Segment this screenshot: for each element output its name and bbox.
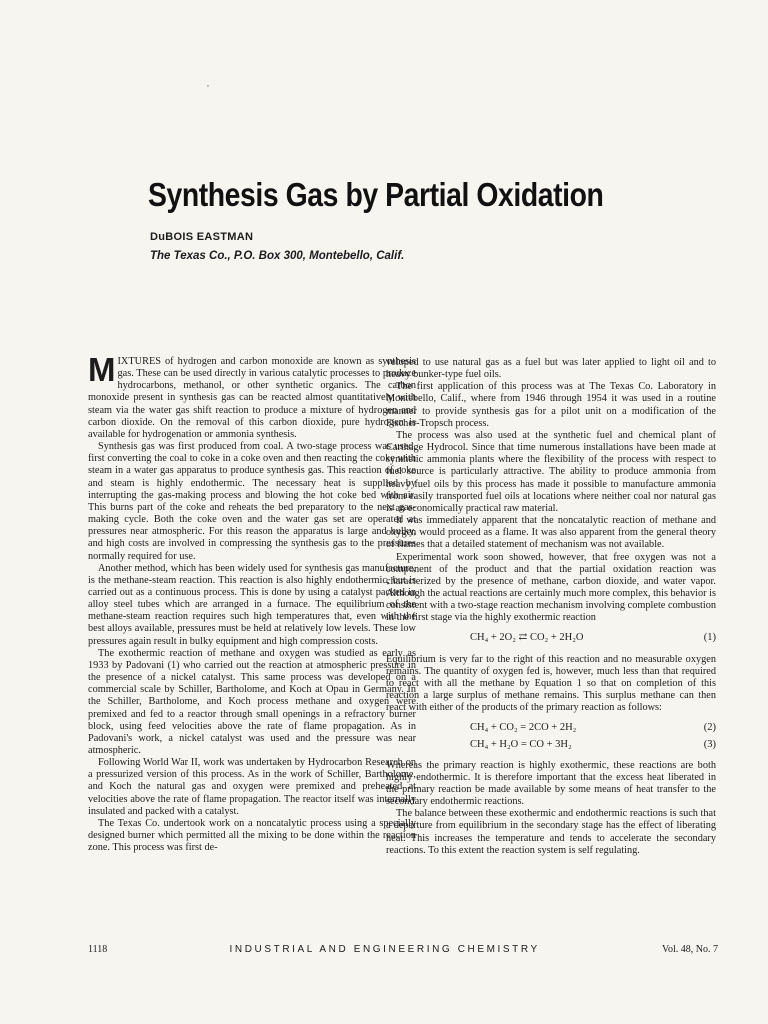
paragraph: Whereas the primary reaction is highly exothermic, these reactions are both highly endothermic. It is therefore important that the excess heat liberated in the primary reaction be made available by some means of heat transfer to the secondary endothermic reactions. xyxy=(386,759,716,808)
volume-issue: Vol. 48, No. 7 xyxy=(662,944,718,955)
left-column xyxy=(88,351,416,854)
journal-name: INDUSTRIAL AND ENGINEERING CHEMISTRY xyxy=(229,944,540,955)
paragraph: The first application of this process was at The Texas Co. Laboratory in Montebello, Calif., where from 1946 through 1954 it was used in a routine manner to provide synthesis gas for a pilot unit on a modification of the Fischer-Tropsch process. xyxy=(386,381,716,429)
paragraph: The exothermic reaction of methane and oxygen was studied as early as 1933 by Padovani (1) who carried out the reaction at atmospheric pressure in the presence of a nickel catalyst. This same process was developed on a commercial scale by Schiller, Bartholome, and Koch at Opau in Germany. In the Schiller, Bartholome, and Koch process methane and oxygen were premixed and fed to a reactor through small openings in a refractory burner block, using feed velocities above the rate of flame propagation. As in Padovani's work, a nickel catalyst was used and the pressure was near atmospheric. xyxy=(88,647,416,756)
equation-number: (1) xyxy=(703,632,716,644)
equation-1 xyxy=(386,632,716,644)
equation-formula: CH₄ + H₂O = CO + 3H₂ xyxy=(470,738,572,750)
paragraph: Experimental work soon showed, however, that free oxygen was not a component of the product and that the partial oxidation reaction was characterized by the presence of methane, carbon dioxide, and water vapor. Although the actual reactions are certainly much more complex, this behavior is consistent with a two-stage reaction mechanism involving complete combustion in the first stage via the highly exothermic reaction xyxy=(386,551,716,624)
drop-cap: M xyxy=(88,351,116,388)
author-affiliation: The Texas Co., P.O. Box 300, Montebello, Calif. xyxy=(150,250,405,262)
paragraph: The balance between these exothermic and endothermic reactions is such that a departure from equilibrium in the secondary stage has the effect of liberating heat. This increases the temperature and tends to accelerate the secondary reactions. To this extent the reaction system is self regulating. xyxy=(386,808,716,856)
equation-formula: CH₄ + CO₂ = 2CO + 2H₂ xyxy=(470,722,577,734)
paragraph xyxy=(88,351,416,441)
equation-number: (2) xyxy=(703,722,716,734)
paragraph: Another method, which has been widely used for synthesis gas manufacture, is the methane-steam reaction. This reaction is also highly endothermic, but is carried out as a continuous process. This is done by using a catalyst packed in alloy steel tubes which are arranged in a furnace. The equilibrium of the methane-steam reaction requires such high temperatures that, even with the best alloys available, pressures must be held at relatively low levels. These low pressures again result in bulky equipment and high compression costs. xyxy=(88,562,416,647)
author-name: DuBOIS EASTMAN xyxy=(150,231,254,243)
right-column xyxy=(386,357,716,857)
paragraph: The Texas Co. undertook work on a noncatalytic process using a specially designed burner which permitted all the mixing to be done within the reaction zone. This process was first de- xyxy=(88,817,416,854)
paragraph: Equilibrium is very far to the right of this reaction and no measurable oxygen remains. The quantity of oxygen fed is, however, much less than that required to react with all the methane by Equation 1 so that on completion of this reaction a large surplus of methane remains. This surplus methane can then react with either of the products of the primary reaction as follows: xyxy=(386,653,716,714)
article-title: Synthesis Gas by Partial Oxidation xyxy=(148,176,604,213)
paragraph: The process was also used at the synthetic fuel and chemical plant of Carthage Hydrocol. Since that time numerous installations have been made at synthetic ammonia plants where the flexibility of the process with respect to fuel source is particularly attractive. The ability to produce ammonia from heavy fuel oils by this process has made it possible to manufacture ammonia from easily transported fuel oils at locations where neither coal nor natural gas is an economically practical raw material. xyxy=(386,429,716,514)
equation-3 xyxy=(386,739,716,751)
equation-formula: CH₄ + 2O₂ ⇄ CO₂ + 2H₂O xyxy=(470,632,584,644)
equation-2 xyxy=(386,722,716,734)
paragraph: Synthesis gas was first produced from coal. A two-stage process was used, first converting the coal to coke in a coke oven and then reacting the coke with steam in a water gas apparatus to produce synthesis gas. This reaction of coke and steam is highly endothermic. The necessary heat is supplied by interrupting the gas-making process and blowing the hot coke bed with air. This burns part of the coke and reheats the bed preparatory to the next gas-making cycle. Both the coke oven and the water gas set are operated at pressures near atmospheric. For this reason the apparatus is large and bulky, and high costs are involved in compressing the synthesis gas to the pressures normally required for use. xyxy=(88,441,416,562)
paragraph: veloped to use natural gas as a fuel but was later applied to light oil and to heavy bunker-type fuel oils. xyxy=(386,357,716,381)
equation-number: (3) xyxy=(703,738,716,750)
stray-mark: , xyxy=(207,79,209,88)
page-footer xyxy=(88,944,718,955)
paragraph-text: IXTURES of hydrogen and carbon monoxide are known as synthesis gas. These can be used directly in various catalytic processes to produce hydrocarbons, methanol, or other synthetic organics. The carbon monoxide present in synthesis gas can be reacted almost quantitatively with steam via the water gas shift reaction to produce a mixture of hydrogen and carbon dioxide. On the removal of this carbon dioxide, pure hydrogen is available for hydrogenation or ammonia synthesis. xyxy=(88,356,416,440)
page-number: 1118 xyxy=(88,944,108,955)
paragraph: It was immediately apparent that the noncatalytic reaction of methane and oxygen would proceed as a flame. It was also apparent from the general theory of flames that a detailed statement of mechanism was not available. xyxy=(386,515,716,551)
paragraph: Following World War II, work was undertaken by Hydrocarbon Research on a pressurized version of this process. As in the work of Schiller, Bartholome, and Koch the natural gas and oxygen were premixed and preheated at velocities above the rate of flame propagation. The reactor itself was internally insulated and packed with a catalyst. xyxy=(88,757,416,817)
